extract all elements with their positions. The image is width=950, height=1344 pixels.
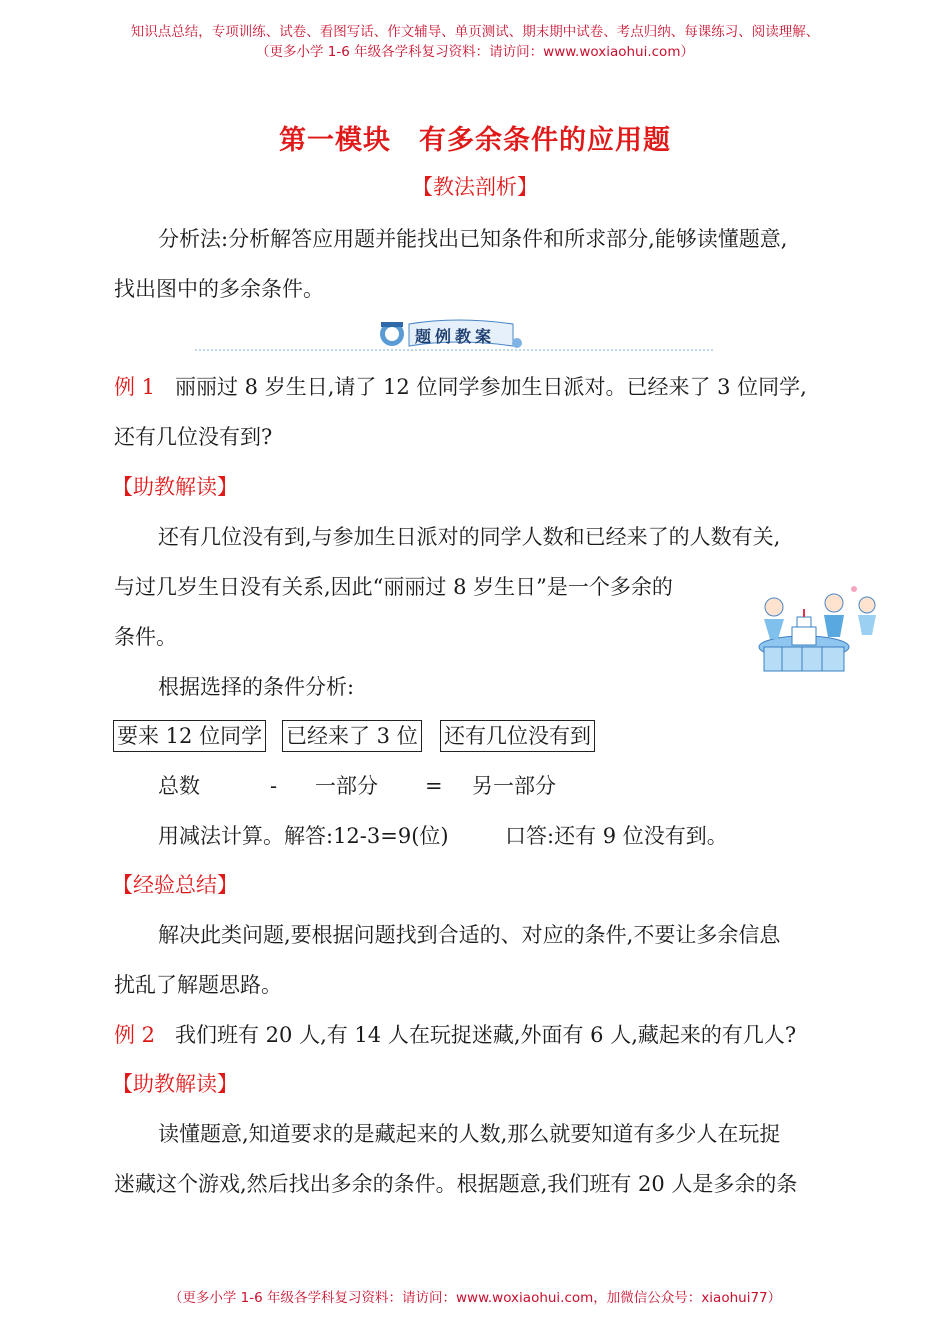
analysis-intro: 根据选择的条件分析: xyxy=(158,675,355,699)
summary-line-1: 解决此类问题,要根据问题找到合适的、对应的条件,不要让多余信息 xyxy=(158,923,781,947)
example-1-label: 例 1 xyxy=(114,375,156,399)
birthday-cake-icon xyxy=(742,585,892,685)
condition-box-question: 还有几位没有到 xyxy=(440,720,595,752)
summary-heading: 【经验总结】 xyxy=(112,873,238,897)
header-line-2: （更多小学 1-6 年级各学科复习资料：请访问：www.woxiaohui.com） xyxy=(256,44,694,60)
banner-text: 题例教案 xyxy=(415,327,496,346)
example-2-line-1: 我们班有 20 人,有 14 人在玩捉迷藏,外面有 6 人,藏起来的有几人? xyxy=(175,1023,797,1047)
header-line-1: 知识点总结，专项训练、试卷、看图写话、作文辅导、单页测试、期末期中试卷、考点归纳、每课练习、阅读理解、 xyxy=(130,24,820,40)
formula-part: 一部分 xyxy=(315,774,378,798)
formula-total: 总数 xyxy=(158,774,200,798)
teaching-method-line-1: 分析法:分析解答应用题并能找出已知条件和所求部分,能够读懂题意, xyxy=(158,227,788,251)
example-1-help-heading: 【助教解读】 xyxy=(112,475,238,499)
example-2-help-line-1: 读懂题意,知道要求的是藏起来的人数,那么就要知道有多少人在玩捉 xyxy=(158,1122,781,1146)
teaching-method-line-2: 找出图中的多余条件。 xyxy=(114,277,324,301)
condition-box-total: 要来 12 位同学 xyxy=(113,720,266,752)
example-1-help-line-1: 还有几位没有到,与参加生日派对的同学人数和已经来了的人数有关, xyxy=(158,525,781,549)
teaching-method-heading: 【教法剖析】 xyxy=(412,175,538,199)
example-2-label: 例 2 xyxy=(114,1023,156,1047)
example-2-help-heading: 【助教解读】 xyxy=(112,1072,238,1096)
formula-other-part: 另一部分 xyxy=(472,774,556,798)
footer: （更多小学 1-6 年级各学科复习资料：请访问：www.woxiaohui.com，加微信公众号：xiaohui77） xyxy=(168,1290,782,1306)
answer-calculation: 用减法计算。解答:12-3=9(位) xyxy=(158,824,449,848)
birthday-party-illustration xyxy=(742,585,892,685)
answer-oral: 口答:还有 9 位没有到。 xyxy=(505,824,728,848)
formula-minus: - xyxy=(270,774,278,798)
example-1-line-1: 丽丽过 8 岁生日,请了 12 位同学参加生日派对。已经来了 3 位同学, xyxy=(175,375,807,399)
example-1-line-2: 还有几位没有到? xyxy=(114,425,273,449)
example-banner xyxy=(195,318,715,360)
formula-equals: = xyxy=(425,774,443,798)
page-title: 第一模块 有多余条件的应用题 xyxy=(279,125,671,156)
example-1-help-line-3: 条件。 xyxy=(114,625,177,649)
example-2-help-line-2: 迷藏这个游戏,然后找出多余的条件。根据题意,我们班有 20 人是多余的条 xyxy=(114,1172,798,1196)
summary-line-2: 扰乱了解题思路。 xyxy=(114,973,282,997)
condition-box-arrived: 已经来了 3 位 xyxy=(282,720,422,752)
example-1-help-line-2: 与过几岁生日没有关系,因此“丽丽过 8 岁生日”是一个多余的 xyxy=(114,575,673,599)
